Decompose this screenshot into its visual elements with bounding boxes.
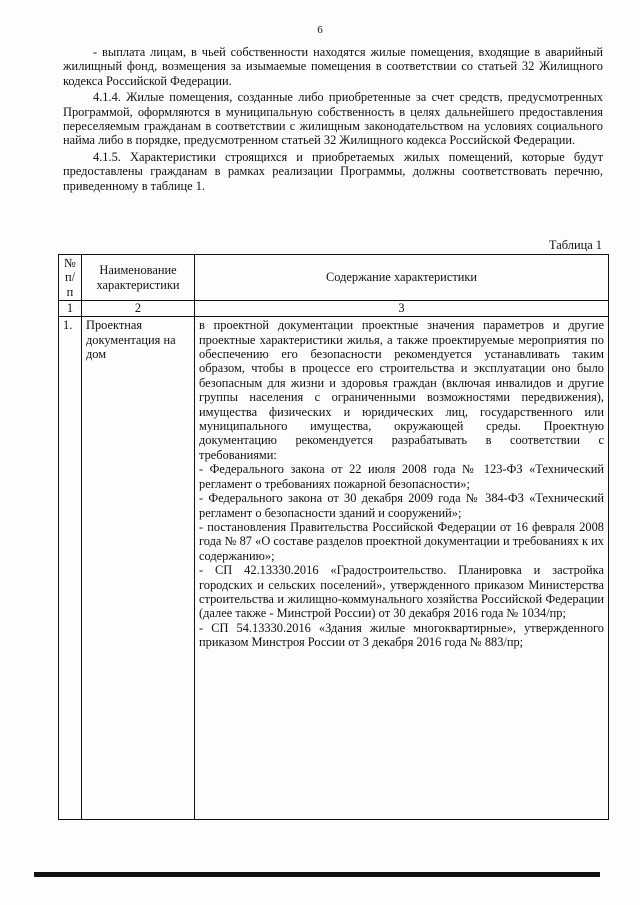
content-item-sp-42: - СП 42.13330.2016 «Градостроительство. Планировка и застройка городских и сельских поселений», утвержденного приказом Министерства строительства и жилищно-коммунального хозяйства Российской Федерации (далее также - Минстрой России) от 30 декабря 2016 года № 1034/пр; [199,563,604,621]
table-caption: Таблица 1 [549,238,602,252]
paragraph-compensation: - выплата лицам, в чьей собственности находятся жилые помещения, входящие в аварийный жилищный фонд, возмещения за изымаемые помещения в соответствии со статьей 32 Жилищного кодекса Российской Федерации. [63,45,603,88]
column-number-3: 3 [195,301,609,317]
row-num: 1. [59,317,82,820]
column-number-2: 2 [82,301,195,317]
row-name: Проектная документация на дом [82,317,195,820]
content-intro: в проектной документации проектные значения параметров и другие проектные характеристики жилья, а также проектируемые мероприятия по обеспечению его безопасности рекомендуется устанавливать таким образом, чтобы в процессе его строительства и эксплуатации оно было безопасным для жизни и здоровья граждан (включая инвалидов и другие группы населения с ограниченными возможностями передвижения), имущества физических и юридических лиц, государственного или муниципального имущества, окружающей среды. Проектную документацию рекомендуется разрабатывать в соответствии с требованиями: [199,318,604,462]
header-num: № п/п [59,255,82,301]
row-content [195,317,609,820]
content-item-postanovlenie-87: - постановления Правительства Российской Федерации от 16 февраля 2008 года № 87 «О составе разделов проектной документации и требованиях к их содержанию»; [199,519,604,563]
header-name: Наименование характеристики [82,255,195,301]
content-item-sp-54: - СП 54.13330.2016 «Здания жилые многоквартирные», утвержденного приказом Минстроя России от 3 декабря 2016 года № 883/пр; [199,620,604,650]
page-number: 6 [317,24,323,36]
table-header-row [59,255,609,301]
characteristics-table [58,254,609,820]
paragraph-4-1-5: 4.1.5. Характеристики строящихся и приобретаемых жилых помещений, которые будут предоставлены гражданам в рамках реализации Программы, должны соответствовать перечню, приведенному в таблице 1. [63,149,603,193]
column-number-1: 1 [59,301,82,317]
content-item-fz-384: - Федерального закона от 30 декабря 2009 года № 384-ФЗ «Технический регламент о безопасности зданий и сооружений»; [199,491,604,520]
scan-edge-bar [34,872,600,877]
body-text [63,45,603,195]
paragraph-4-1-4: 4.1.4. Жилые помещения, созданные либо приобретенные за счет средств, предусмотренных Программой, оформляются в муниципальную собственность в целях дальнейшего предоставления переселяемым гражданам в соответствии с жилищным законодательством на условиях социального найма либо в порядке, предусмотренном статьей 32 Жилищного кодекса Российской Федерации. [63,90,603,148]
table-row [59,317,609,820]
content-item-fz-123: - Федерального закона от 22 июля 2008 года № 123-ФЗ «Технический регламент о требованиях пожарной безопасности»; [199,462,604,491]
header-content: Содержание характеристики [195,255,609,301]
column-number-row [59,301,609,317]
